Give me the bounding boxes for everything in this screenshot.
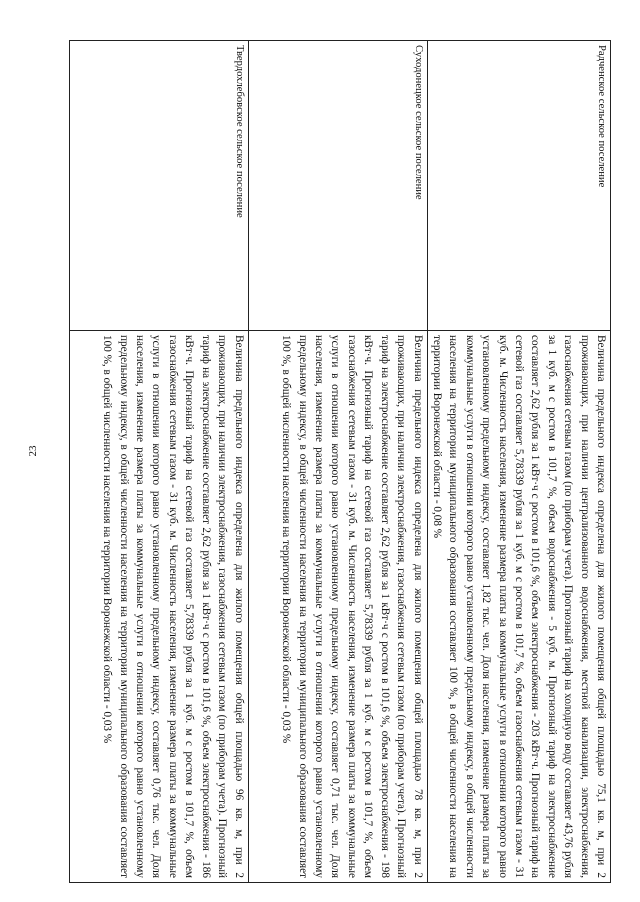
settlement-name-cell: Суходонецкое сельское поселение: [248, 41, 427, 331]
settlements-table: [69, 40, 611, 883]
settlement-name-cell: Радченское сельское поселение: [427, 41, 610, 331]
table-row: [427, 41, 610, 883]
table-row: [69, 41, 248, 883]
settlement-description-cell: Величина предельного индекса определена для жилого помещения общей площадью 75,1 кв. м, при 2 проживающих, при наличии централизованного водоснабжения, местной канализации, электроснабжения, газоснабжения сетевым газом (по приборам учета). Прогнозный тариф на холодную воду составляет 43,76 рубля за 1 куб. м с ростом в 101,7 %, объем водоснабжения - 5 куб. м. Прогнозный тариф на электроснабжение составляет 2,62 рубля за 1 кВт·ч с ростом в 101,6 %, объем электроснабжения - 203 кВт·ч. Прогнозный тариф на сетевой газ составляет 5,78339 рубля за 1 куб. м с ростом в 101,7 %, объем газоснабжения сетевым газом - 31 куб. м. Численность населения, изменение размера платы за коммунальные услуги в отношении которого равно установленному предельному индексу, составляет 1,82 тыс. чел. Доля населения, изменение размера платы за коммунальные услуги в отношении которого равно установленному предельному индексу, в общей численности населения на территории муниципального образования составляет 100 %, в общей численности населения на территории Воронежской области - 0,08 %: [427, 331, 610, 883]
settlement-description-cell: Величина предельного индекса определена для жилого помещения общей площадью 96 кв. м, при 2 проживающих, при наличии электроснабжения, газоснабжения сетевым газом (по приборам учета). Прогнозный тариф на электроснабжение составляет 2,62 рубля за 1 кВт·ч с ростом в 101,6 %, объем электроснабжения - 186 кВт·ч. Прогнозный тариф на сетевой газ составляет 5,78339 рубля за 1 куб. м с ростом в 101,7 %, объем газоснабжения сетевым газом - 31 куб. м. Численность населения, изменение размера платы за коммунальные услуги в отношении которого равно установленному предельному индексу, составляет 0,76 тыс. чел. Доля населения, изменение размера платы за коммунальные услуги в отношении которого равно установленному предельному индексу, в общей численности населения на территории муниципального образования составляет 100 %, в общей численности населения на территории Воронежской области - 0,03 %: [69, 331, 248, 883]
table-row: [248, 41, 427, 883]
settlement-description-cell: Величина предельного индекса определена для жилого помещения общей площадью 78 кв. м, при 2 проживающих, при наличии электроснабжения, газоснабжения сетевым газом (по приборам учета). Прогнозный тариф на электроснабжение составляет 2,62 рубля за 1 кВт·ч с ростом в 101,6 %, объем электроснабжения - 198 кВт·ч. Прогнозный тариф на сетевой газ составляет 5,78339 рубля за 1 куб. м с ростом в 101,7 %, объем газоснабжения сетевым газом - 31 куб. м. Численность населения, изменение размера платы за коммунальные услуги в отношении которого равно установленному предельному индексу, составляет 0,71 тыс. чел. Доля населения, изменение размера платы за коммунальные услуги в отношении которого равно установленному предельному индексу, в общей численности населения на территории муниципального образования составляет 100 %, в общей численности населения на территории Воронежской области - 0,03 %: [248, 331, 427, 883]
page-number: 23: [27, 445, 39, 457]
settlement-name-cell: Твердохлебовское сельское поселение: [69, 41, 248, 331]
rotated-table-wrapper: [51, 40, 611, 882]
